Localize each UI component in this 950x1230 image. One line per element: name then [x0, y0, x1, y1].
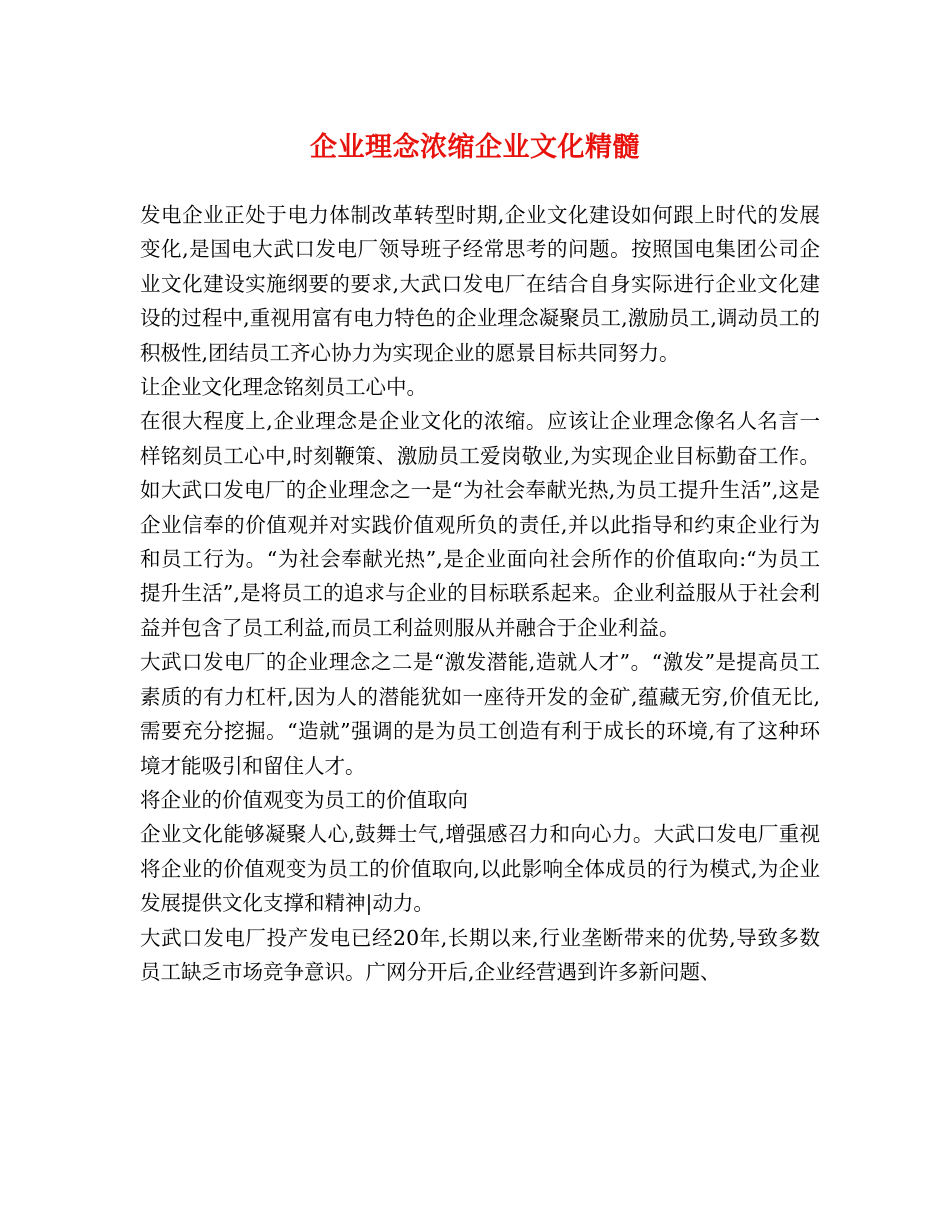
- paragraph-concept-one: 在很大程度上,企业理念是企业文化的浓缩。应该让企业理念像名人名言一样铭刻员工心中,时刻鞭策、激励员工爱岗敬业,为实现企业目标勤奋工作。如大武口发电厂的企业理念之一是“为社会奉献光热,为员工提升生活”,这是企业信奉的价值观并对实践价值观所负的责任,并以此指导和约束企业行为和员工行为。“为社会奉献光热”,是企业面向社会所作的价值取向:“为员工提升生活”,是将员工的追求与企业的目标联系起来。企业利益服从于社会利益并包含了员工利益,而员工利益则服从并融合于企业利益。: [140, 409, 820, 640]
- paragraph-history: 大武口发电厂投产发电已经20年,长期以来,行业垄断带来的优势,导致多数员工缺乏市场竞争意识。广网分开后,企业经营遇到许多新问题、: [140, 925, 820, 984]
- paragraph-heading-values: 将企业的价值观变为员工的价值取向: [140, 787, 468, 812]
- paragraph-intro: 发电企业正处于电力体制改革转型时期,企业文化建设如何跟上时代的发展变化,是国电大武口发电厂领导班子经常思考的问题。按照国电集团公司企业文化建设实施纲要的要求,大武口发电厂在结合自身实际进行企业文化建设的过程中,重视用富有电力特色的企业理念凝聚员工,激励员工,调动员工的积极性,团结员工齐心协力为实现企业的愿景目标共同努力。: [140, 203, 820, 365]
- document-title: 企业理念浓缩企业文化精髓: [310, 132, 640, 163]
- paragraph-values: 企业文化能够凝聚人心,鼓舞士气,增强感召力和向心力。大武口发电厂重视将企业的价值观变为员工的价值取向,以此影响全体成员的行为模式,为企业发展提供文化支撑和精神|动力。: [140, 822, 820, 916]
- document-body: [140, 198, 820, 989]
- paragraph-heading-engrave: 让企业文化理念铭刻员工心中。: [140, 375, 427, 400]
- paragraph-concept-two: 大武口发电厂的企业理念之二是“激发潜能,造就人才”。“激发”是提高员工素质的有力杠杆,因为人的潜能犹如一座待开发的金矿,蕴藏无穷,价值无比,需要充分挖掘。“造就”强调的是为员工创造有利于成长的环境,有了这种环境才能吸引和留住人才。: [140, 650, 820, 778]
